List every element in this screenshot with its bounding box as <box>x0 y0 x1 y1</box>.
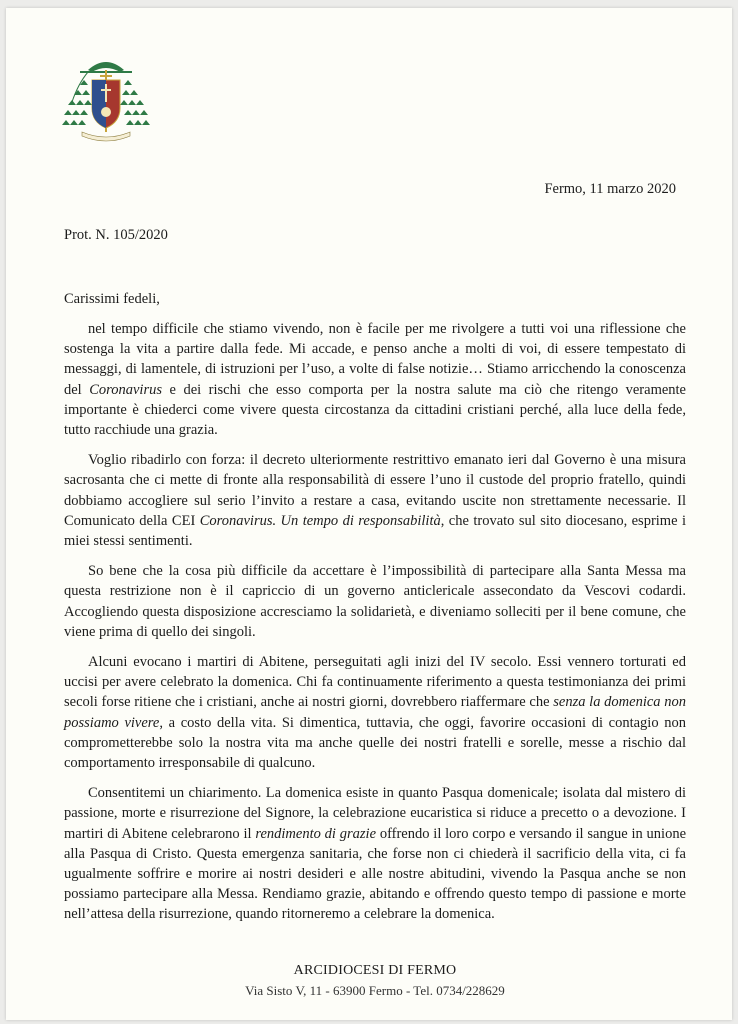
body-paragraph <box>64 561 686 642</box>
italic-phrase: rendimento di grazie <box>255 825 377 842</box>
letter-greeting: Carissimi fedeli, <box>64 291 160 307</box>
italic-phrase: senza la domenica non possiamo vivere <box>64 694 687 731</box>
paragraph-text: nel tempo difficile che stiamo vivendo, non è facile per me rivolgere a tutti voi una riflessione che sostenga la vita a partire dalla fede. Mi accade, e penso anche a molti di voi, di essere tempestato di messaggi, di lamentele, di istruzioni per l’uso, a volte di false notizie… Stiamo arricchendo la conoscenza del <box>64 321 686 398</box>
body-paragraph <box>64 652 686 773</box>
body-paragraph <box>64 783 686 924</box>
footer-address: Via Sisto V, 11 - 63900 Fermo - Tel. 0734/228629 <box>245 983 505 998</box>
paragraph-text: , che trovato sul sito diocesano, esprime i miei stessi sentimenti. <box>64 512 686 550</box>
letterhead-footer <box>6 963 738 999</box>
letter-date: Fermo, 11 marzo 2020 <box>544 181 676 197</box>
paragraph-text: , a costo della vita. Si dimentica, tuttavia, che oggi, favorire occasioni di contagio non comprometterebbe solo la nostra vita ma anche quelle dei nostri fratelli e sorelle, messe a rischio dal comportamento irresponsabile di qualcuno. <box>64 714 686 772</box>
paragraph-text: So bene che la cosa più difficile da accettare è l’impossibilità di partecipare alla Santa Messa ma questa restrizione non è il capriccio di un governo anticlericale assecondato da Vescovi codardi. Accogliendo questa disposizione accresciamo la solidarietà, e diveniamo solleciti per il bene comune, che viene prima di quello dei singoli. <box>64 563 686 640</box>
paragraph-text: Consentitemi un chiarimento. La domenica esiste in quanto Pasqua domenicale; isolata dal mistero di passione, morte e risurrezione del Signore, la celebrazione eucaristica si riduce a precetto o a devozione. I martiri di Abitene celebrarono il <box>64 785 686 842</box>
protocol-number: Prot. N. 105/2020 <box>64 227 168 243</box>
letter-body <box>64 319 686 935</box>
body-paragraph <box>64 450 686 551</box>
paragraph-text: Alcuni evocano i martiri di Abitene, perseguitati agli inizi del IV secolo. Essi vennero torturati ed uccisi per avere celebrato la domenica. Chi fa continuamente riferimento a questa testimonianza dei primi secoli forse ritiene che i cristiani, anche ai nostri giorni, dovrebbero riaffermare che <box>64 654 686 711</box>
paragraph-text: offrendo il loro corpo e versando il sangue in unione alla Pasqua di Cristo. Questa emergenza sanitaria, che forse non ci chiederà il sacrificio della vita, ci fa ugualmente soffrire e morire ai nostri desideri e alle nostre abitudini, vivendo la Pasqua anche se non possiamo partecipare alla Messa. Rendiamo grazie, abitando e offrendo questo tempo di passione e morte nell’attesa della risurrezione, quando ritorneremo a celebrare la domenica. <box>64 825 686 923</box>
coat-of-arms-icon <box>58 50 154 146</box>
italic-phrase: Coronavirus <box>89 381 162 398</box>
paragraph-text: Voglio ribadirlo con forza: il decreto ulteriormente restrittivo emanato ieri dal Governo è una misura sacrosanta che ci mette di fronte alla responsabilità di essere l’uno il custode del proprio fratello, quindi dobbiamo accogliere sul serio l’invito a restare a casa, evitando uscite non strettamente necessarie. Il Comunicato della CEI <box>64 452 686 529</box>
body-paragraph <box>64 319 686 440</box>
letter-sheet <box>6 8 732 1020</box>
paragraph-text: e dei rischi che esso comporta per la nostra salute ma ciò che ritengo veramente importante è chiederci come vivere questa circostanza da cittadini cristiani perché, alla luce della fede, tutto racchiude una grazia. <box>64 381 686 439</box>
footer-organization: ARCIDIOCESI DI FERMO <box>293 963 457 978</box>
italic-phrase: Coronavirus. Un tempo di responsabilità <box>199 512 441 529</box>
